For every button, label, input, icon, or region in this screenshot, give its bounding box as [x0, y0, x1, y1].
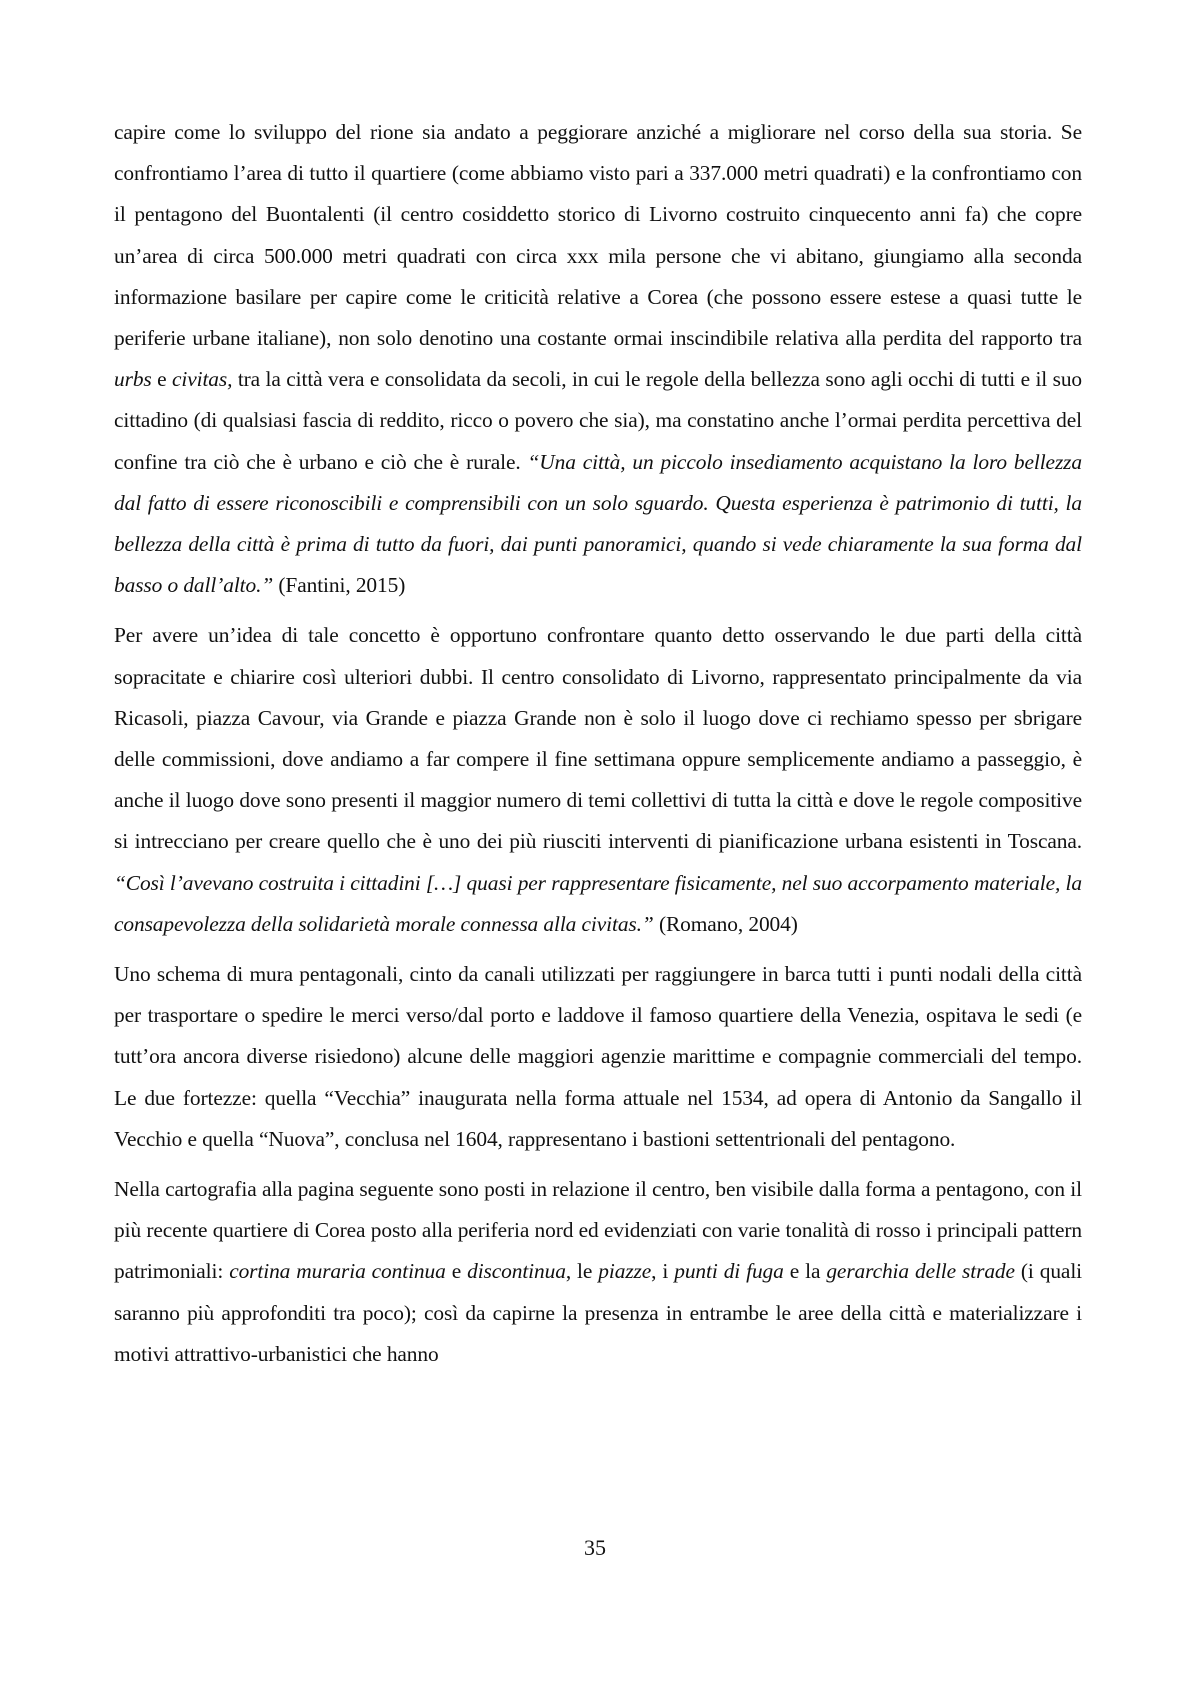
italic-text: gerarchia delle strade	[826, 1259, 1015, 1284]
text-run: (i quali saranno più approfonditi tra poco); così da capirne la presenza in entrambe le aree della città e materializzare i motivi attrattivo-urbanistici che hanno	[114, 1259, 1083, 1366]
italic-text: discontinua	[467, 1259, 566, 1284]
text-run: e	[445, 1259, 468, 1284]
italic-text: punti di fuga	[674, 1259, 784, 1284]
page-number: 35	[584, 1535, 606, 1560]
paragraph	[114, 954, 1082, 1160]
text-run: (Fantini, 2015)	[273, 573, 406, 598]
text-run: Nella cartografia alla pagina seguente sono posti in relazione il centro, ben visibile dalla forma a pentagono, con il più recente quartiere di Corea posto alla periferia nord ed evidenziati con varie tonalità di rosso i principali pattern patrimoniali:	[114, 1177, 1082, 1284]
paragraph	[114, 112, 1082, 606]
paragraph	[114, 1169, 1082, 1375]
italic-text: cortina muraria continua	[229, 1259, 446, 1284]
text-run: (Romano, 2004)	[653, 911, 798, 936]
italic-text: urbs	[114, 367, 152, 392]
italic-text: “Così l’avevano costruita i cittadini […] quasi per rappresentare fisicamente, nel suo accorpamento materiale, la consapevolezza della solidarietà morale connessa alla civitas.”	[114, 870, 1082, 936]
text-run: capire come lo sviluppo del rione sia andato a peggiorare anziché a migliorare nel corso della sua storia. Se confrontiamo l’area di tutto il quartiere (come abbiamo visto pari a 337.000 metri quadrati) e la confrontiamo con il pentagono del Buontalenti (il centro cosiddetto storico di Livorno costruito cinquecento anni fa) che copre un’area di circa 500.000 metri quadrati con circa xxx mila persone che vi abitano, giungiamo alla seconda informazione basilare per capire come le criticità relative a Corea (che possono essere estese a quasi tutte le periferie urbane italiane), non solo denotino una costante ormai inscindibile relativa alla perdita del rapporto tra	[114, 120, 1082, 351]
italic-text: civitas,	[171, 367, 233, 392]
text-run: , le	[565, 1259, 599, 1284]
italic-text: “Una città, un piccolo insediamento acquistano la loro bellezza dal fatto di essere riconoscibili e comprensibili con un solo sguardo. Questa esperienza è patrimonio di tutti, la bellezza della città è prima di tutto da fuori, dai punti panoramici, quando si vede chiaramente la sua forma dal basso o dall’alto.”	[114, 449, 1082, 598]
italic-text: piazze	[598, 1259, 652, 1284]
paragraph	[114, 615, 1082, 945]
text-run: Per avere un’idea di tale concetto è opportuno confrontare quanto detto osservando le due parti della città sopracitate e chiarire così ulteriori dubbi. Il centro consolidato di Livorno, rappresentato principalmente da via Ricasoli, piazza Cavour, via Grande e piazza Grande non è solo il luogo dove ci rechiamo spesso per sbrigare delle commissioni, dove andiamo a far compere il fine settimana oppure semplicemente andiamo a passeggio, è anche il luogo dove sono presenti il maggior numero di temi collettivi di tutta la città e dove le regole compositive si intrecciano per creare quello che è uno dei più riusciti interventi di pianificazione urbana esistenti in Toscana.	[114, 623, 1082, 854]
text-run: , i	[651, 1259, 675, 1284]
text-run: Uno schema di mura pentagonali, cinto da canali utilizzati per raggiungere in barca tutti i punti nodali della città per trasportare o spedire le merci verso/dal porto e laddove il famoso quartiere della Venezia, ospitava le sedi (e tutt’ora ancora diverse risiedono) alcune delle maggiori agenzie marittime e compagnie commerciali del tempo. Le due fortezze: quella “Vecchia” inaugurata nella forma attuale nel 1534, ad opera di Antonio da Sangallo il Vecchio e quella “Nuova”, conclusa nel 1604, rappresentano i bastioni settentrionali del pentagono.	[114, 962, 1082, 1151]
text-run: tra la città vera e consolidata da secoli, in cui le regole della bellezza sono agli occhi di tutti e il suo cittadino (di qualsiasi fascia di reddito, ricco o povero che sia), ma constatino anche l’ormai perdita percettiva del confine tra ciò che è urbano e ciò che è rurale.	[114, 367, 1083, 474]
body-text	[114, 112, 1082, 1375]
text-run: e	[151, 367, 172, 392]
text-run: e la	[783, 1259, 827, 1284]
